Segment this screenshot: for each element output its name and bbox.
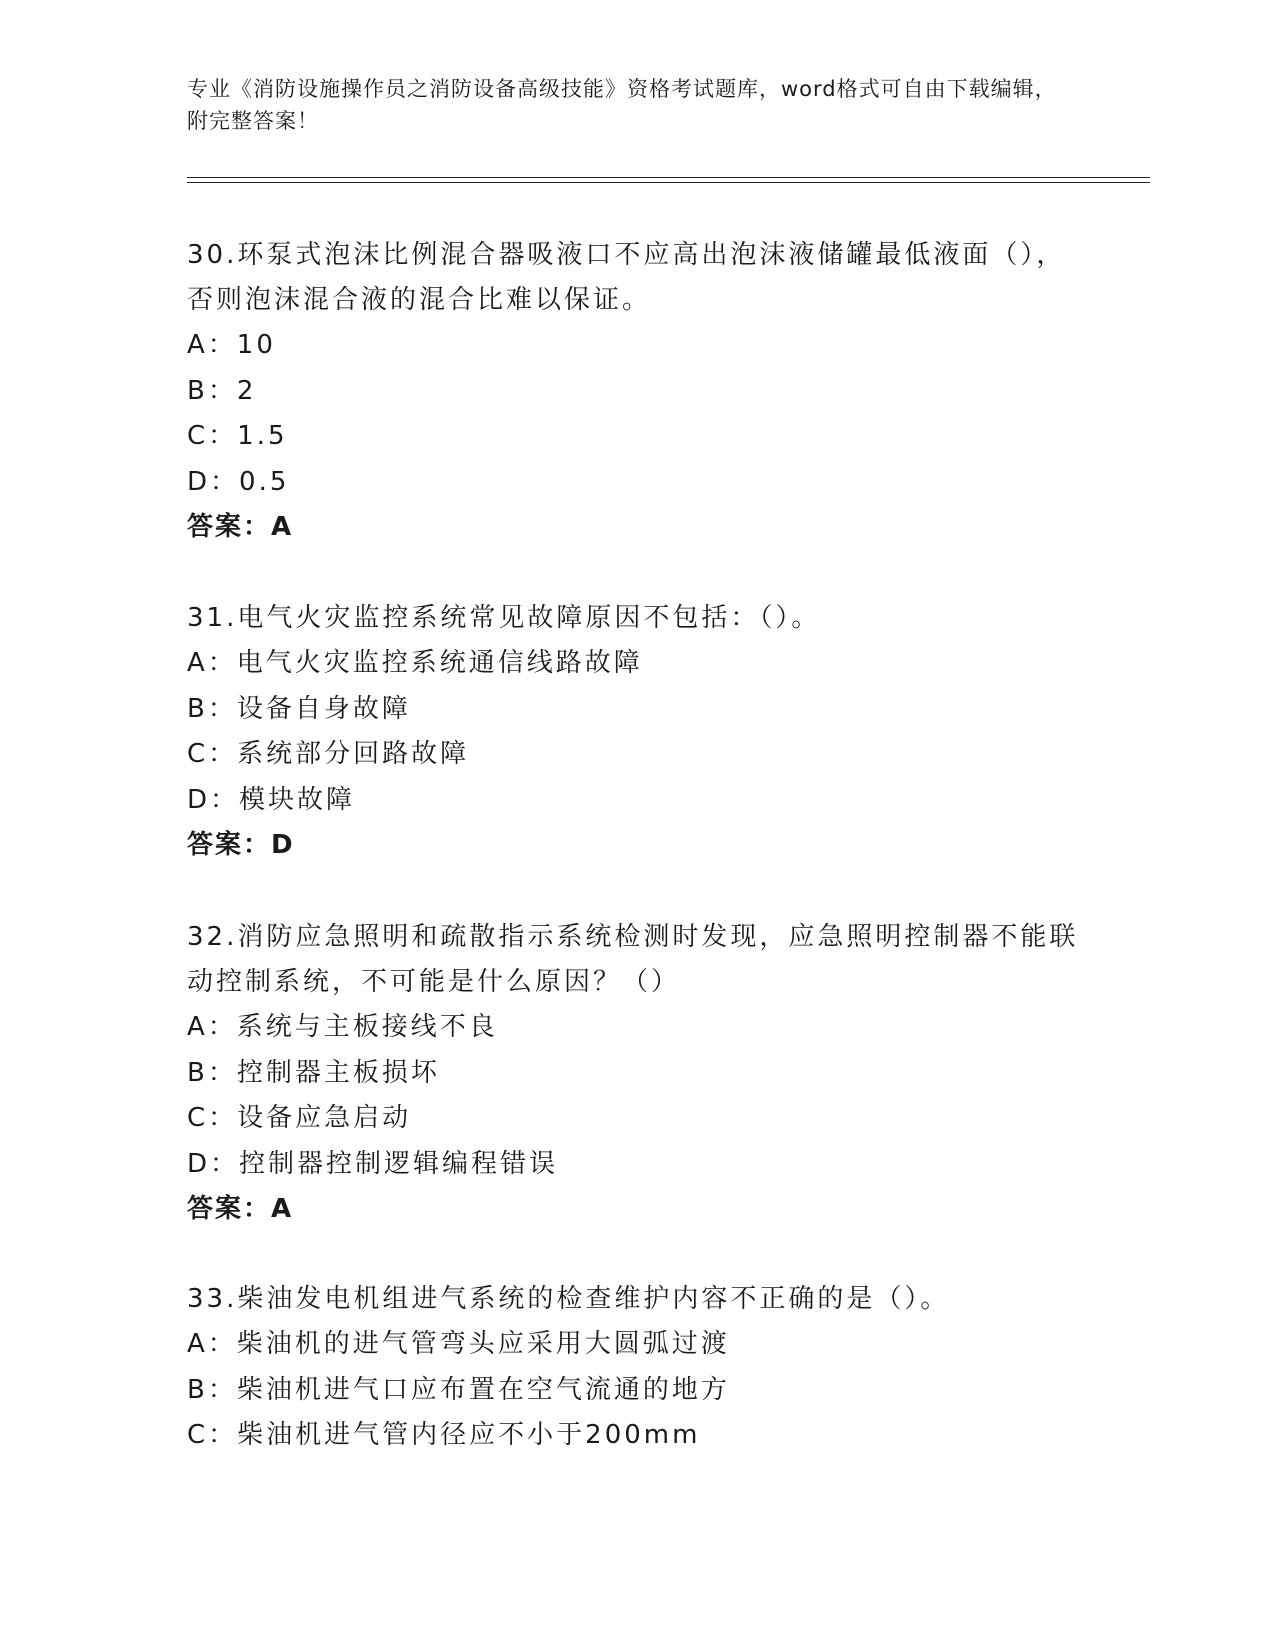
option-b: B：2 <box>187 375 257 406</box>
option-b: B：设备自身故障 <box>187 693 411 724</box>
question-32 <box>187 915 1087 1233</box>
option-c: C：系统部分回路故障 <box>187 739 470 769</box>
option-c: C：设备应急启动 <box>187 1103 412 1133</box>
header-divider-top <box>187 177 1150 178</box>
option-b: B：控制器主板损坏 <box>187 1057 440 1088</box>
option-a: A：10 <box>187 330 276 360</box>
header-divider-bottom <box>187 182 1150 183</box>
question-stem: 33.柴油发电机组进气系统的检查维护内容不正确的是（）。 <box>187 1284 950 1314</box>
question-31 <box>187 596 1087 869</box>
option-b: B：柴油机进气口应布置在空气流通的地方 <box>187 1374 730 1405</box>
question-stem: 31.电气火灾监控系统常见故障原因不包括：（）。 <box>187 603 821 633</box>
option-d: D：控制器控制逻辑编程错误 <box>187 1148 559 1179</box>
answer-line: 答案：A <box>187 1194 294 1224</box>
option-d: D：模块故障 <box>187 784 356 815</box>
option-a: A：柴油机的进气管弯头应采用大圆弧过渡 <box>187 1329 730 1359</box>
option-c: C：1.5 <box>187 421 288 451</box>
document-header: 专业《消防设施操作员之消防设备高级技能》资格考试题库，word格式可自由下载编辑，附完整答案！ <box>187 77 1057 133</box>
question-stem: 32.消防应急照明和疏散指示系统检测时发现，应急照明控制器不能联动控制系统，不可能是什么原因？（） <box>187 922 1079 997</box>
question-30 <box>187 233 1087 551</box>
answer-line: 答案：D <box>187 830 295 860</box>
question-stem: 30.环泵式泡沫比例混合器吸液口不应高出泡沫液储罐最低液面（），否则泡沫混合液的混合比难以保证。 <box>187 240 1066 315</box>
answer-line: 答案：A <box>187 512 294 542</box>
option-a: A：系统与主板接线不良 <box>187 1012 498 1042</box>
option-a: A：电气火灾监控系统通信线路故障 <box>187 648 643 678</box>
question-33 <box>187 1277 1087 1459</box>
option-c: C：柴油机进气管内径应不小于200mm <box>187 1420 701 1450</box>
option-d: D：0.5 <box>187 466 290 497</box>
